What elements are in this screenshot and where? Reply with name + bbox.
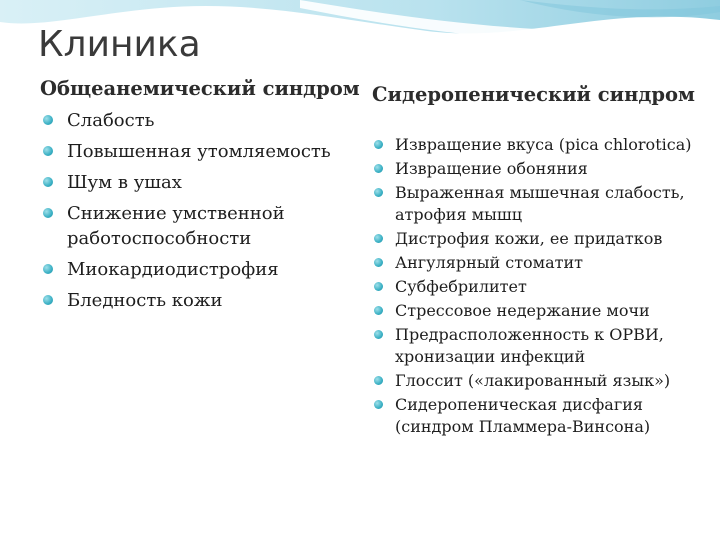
list-item: Снижение умственной работоспособности [40, 201, 360, 251]
bullet-icon [43, 295, 53, 305]
bullet-icon [43, 146, 53, 156]
list-item: Стрессовое недержание мочи [372, 300, 702, 322]
bullet-icon [374, 306, 383, 315]
right-symptom-list [372, 134, 702, 438]
bullet-icon [374, 400, 383, 409]
list-item: Миокардиодистрофия [40, 257, 360, 282]
bullet-icon [374, 376, 383, 385]
left-heading: Общеанемический синдром [40, 77, 360, 100]
bullet-icon [374, 140, 383, 149]
list-item: Повышенная утомляемость [40, 139, 360, 164]
bullet-icon [43, 208, 53, 218]
left-symptom-list [40, 108, 360, 313]
bullet-icon [43, 115, 53, 125]
sideropenic-syndrome-column [372, 82, 702, 440]
list-item: Шум в ушах [40, 170, 360, 195]
general-anemic-syndrome-column [40, 76, 360, 319]
bullet-icon [374, 188, 383, 197]
bullet-icon [374, 330, 383, 339]
bullet-icon [43, 264, 53, 274]
bullet-icon [374, 164, 383, 173]
list-item: Дистрофия кожи, ее придатков [372, 228, 702, 250]
list-item: Извращение вкуса (pica chlorotica) [372, 134, 702, 156]
list-item: Ангулярный стоматит [372, 252, 702, 274]
bullet-icon [374, 258, 383, 267]
right-heading: Сидеропенический синдром [372, 83, 695, 106]
list-item: Извращение обоняния [372, 158, 702, 180]
slide-title: Клиника [38, 24, 201, 65]
list-item: Сидеропеническая дисфагия (синдром Пламмера-Винсона) [372, 394, 702, 438]
bullet-icon [374, 234, 383, 243]
bullet-icon [374, 282, 383, 291]
list-item: Глоссит («лакированный язык») [372, 370, 702, 392]
list-item: Выраженная мышечная слабость, атрофия мышц [372, 182, 702, 226]
list-item: Бледность кожи [40, 288, 360, 313]
list-item: Субфебрилитет [372, 276, 702, 298]
bullet-icon [43, 177, 53, 187]
list-item: Слабость [40, 108, 360, 133]
list-item: Предрасположенность к ОРВИ, хронизации инфекций [372, 324, 702, 368]
